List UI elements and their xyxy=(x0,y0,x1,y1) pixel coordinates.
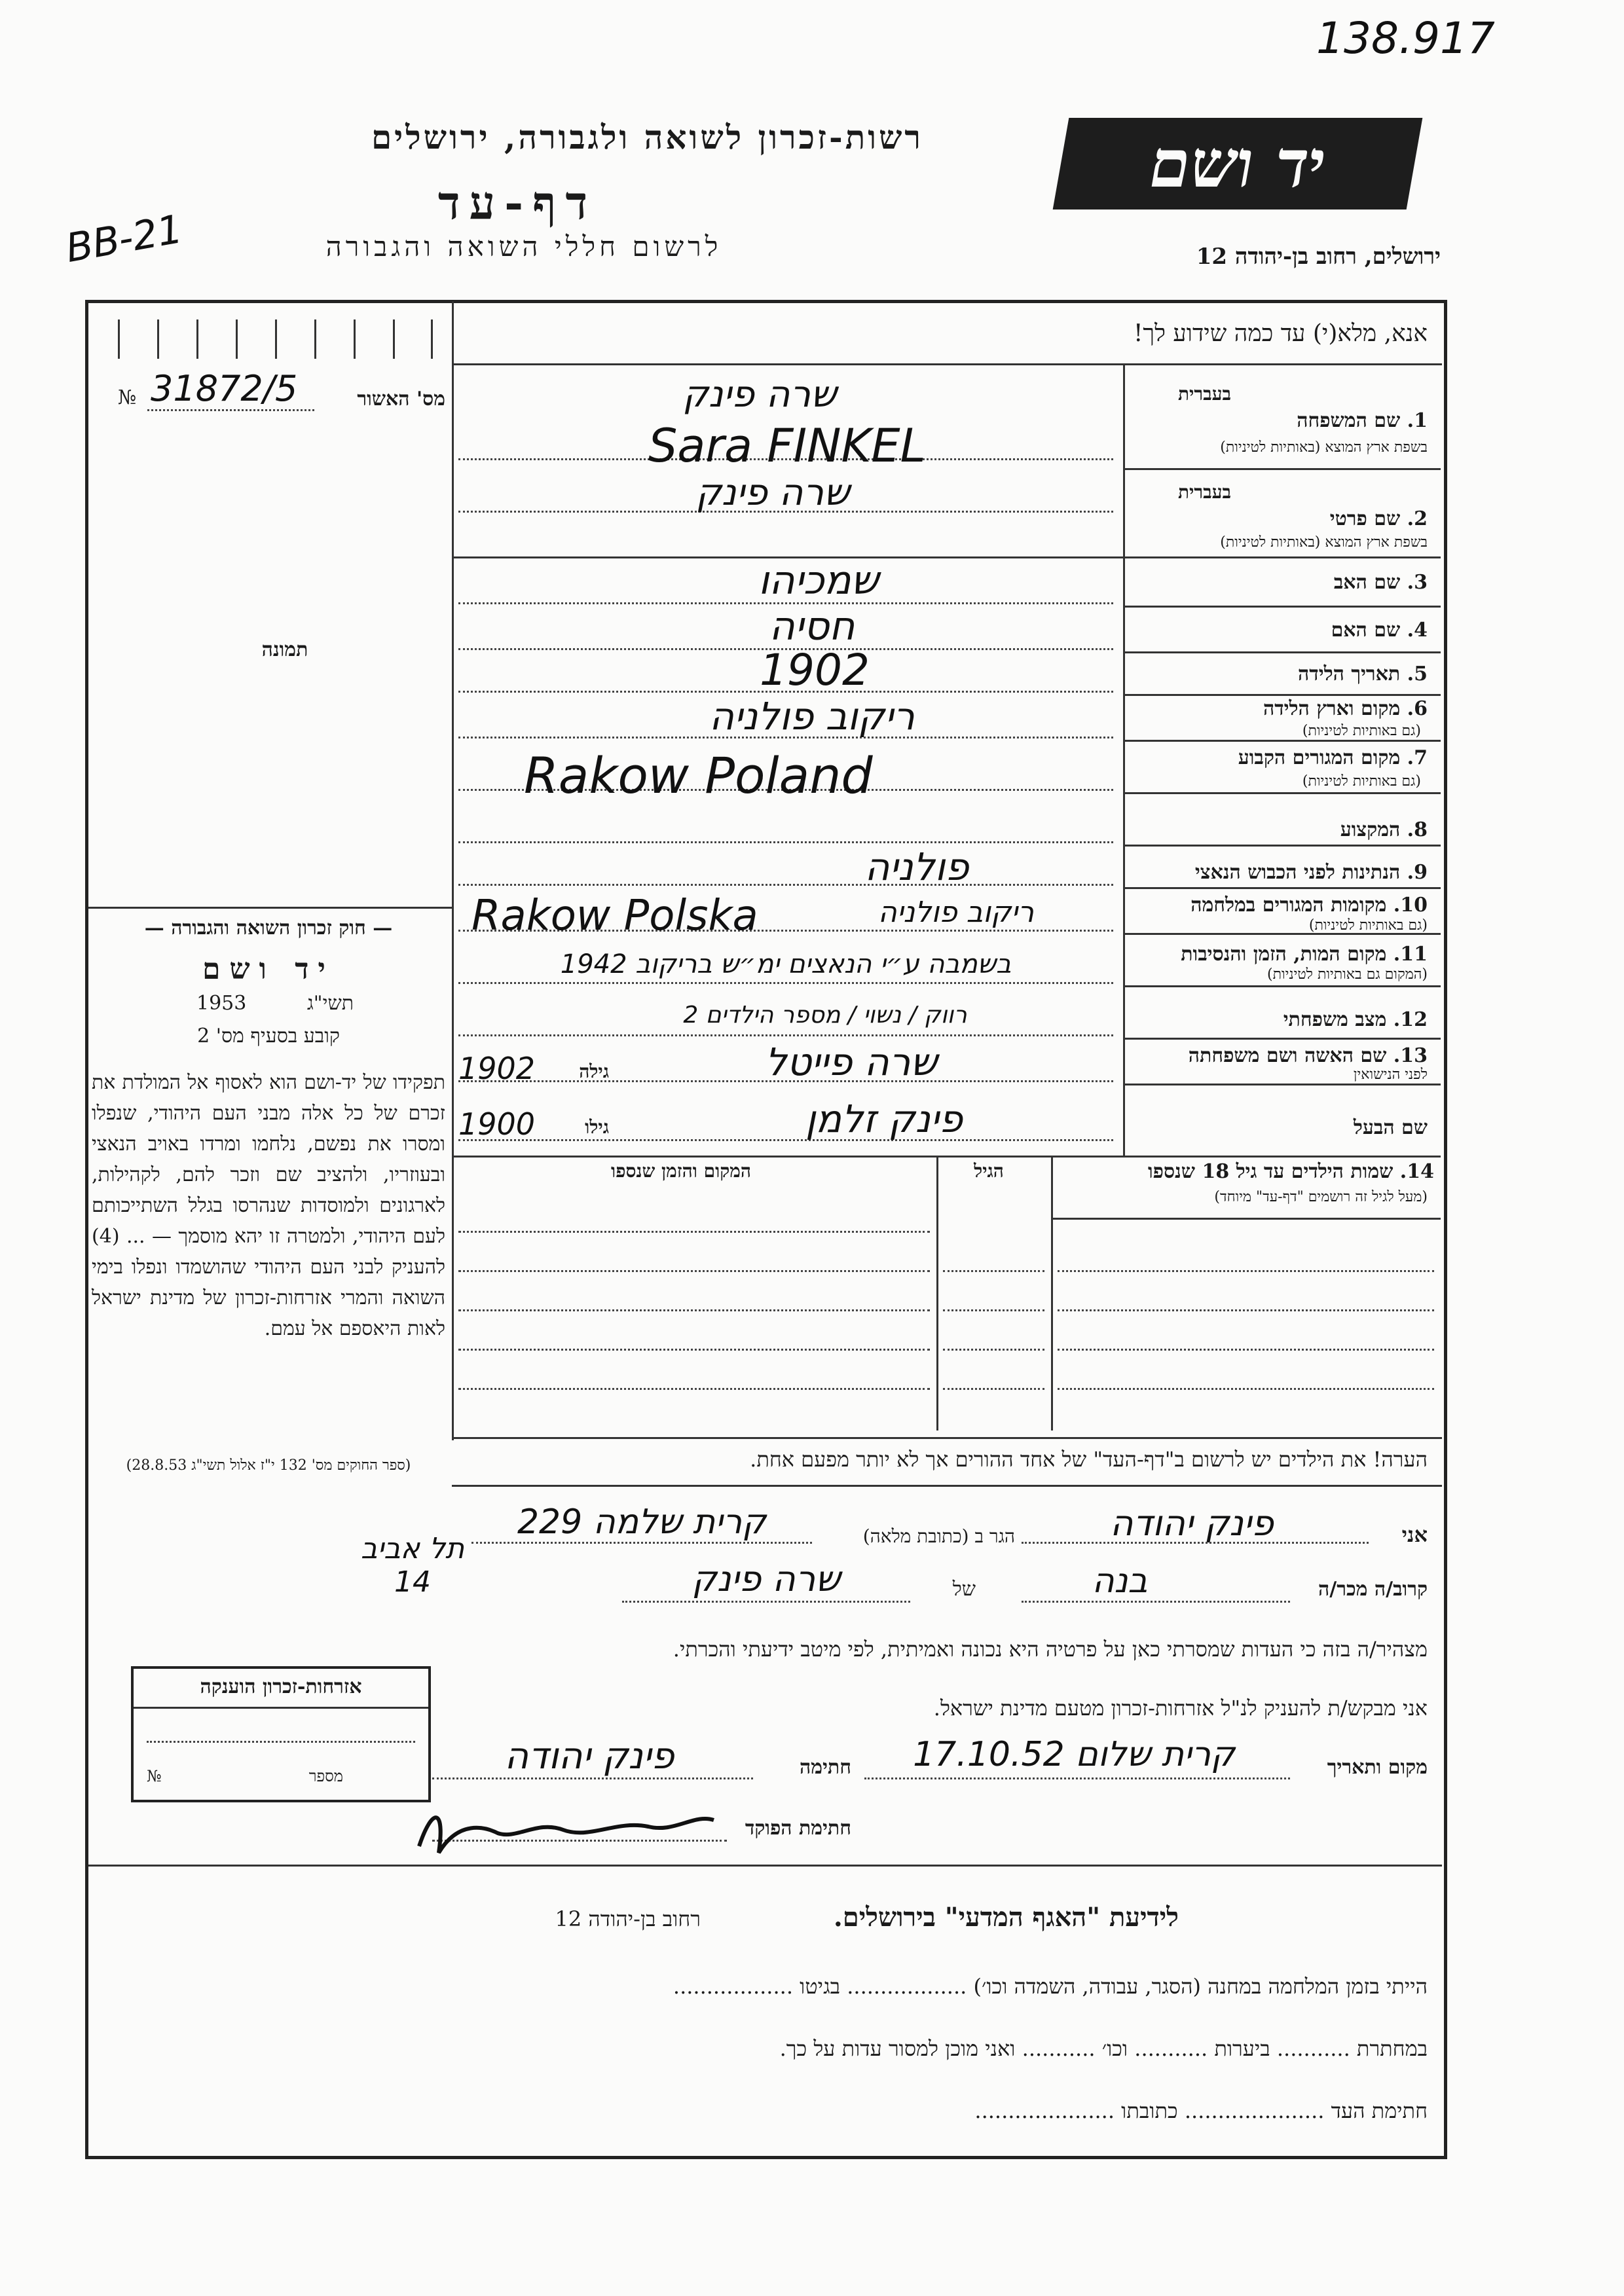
death-label: 11. מקום המות, הזמן והנסיבות xyxy=(1181,943,1428,966)
resident-label: הגר ב (כתובת מלאה) xyxy=(862,1525,1015,1547)
law-year: 1953 xyxy=(196,992,247,1015)
war-residence-label: 10. מקומות המגורים במלחמה xyxy=(1190,894,1428,917)
in-hebrew-label-2: בעברית xyxy=(1177,481,1231,503)
children-place-col: המקום והזמן שנספו xyxy=(611,1160,751,1182)
nationality-label: 9. הנתינות לפני הכבוש הנאצי xyxy=(1194,861,1428,884)
archive-number: 138.917 xyxy=(1316,13,1495,64)
law-name: יד ושם xyxy=(202,953,335,986)
residence-sublabel: (גם באותיות לטיניות) xyxy=(1302,773,1421,790)
bottom-title: לידיעת "האגף המדעי" בירושלים. xyxy=(833,1902,1179,1933)
first-name-sublabel: בשפת ארץ המוצא (באותיות לטיניות) xyxy=(1220,534,1428,551)
husband-age-label: גילו xyxy=(585,1116,609,1138)
law-source: (ספר החוקים מס' 132 י"ז אלול תשי"ג 28.8.53) xyxy=(126,1457,411,1474)
place-date-value[interactable]: קרית שלום 17.10.52 xyxy=(913,1735,1235,1774)
bottom-line-3: חתימת העד ..................... כתובתו ..................... xyxy=(974,2098,1428,2123)
citizenship-title: אזרחות-זכרון הוענקה xyxy=(200,1675,362,1698)
approval-number[interactable]: 31872/5 xyxy=(151,368,298,409)
i-label: אני xyxy=(1401,1522,1428,1547)
war-residence-sublabel: (גם באותיות לטיניות) xyxy=(1308,917,1428,934)
photo-label: תמונה xyxy=(261,638,308,661)
i-value[interactable]: פינק יהודה xyxy=(1110,1503,1274,1544)
place-date-label: מקום ותאריך xyxy=(1327,1756,1428,1779)
death-value[interactable]: בשמבה ע״י הנאצים ימ״ש בריקוב 1942 xyxy=(560,949,1012,979)
residence-label: 7. מקום המגורים הקבוע xyxy=(1238,746,1428,769)
official-label: חתימת הפוקד xyxy=(745,1817,851,1840)
statement: מצהיר/ה בזה כי העדות שמסרתי כאן על פרטיה היא נכונה ואמיתית, לפי מיטב ידיעתי והכרתי. xyxy=(673,1637,1428,1662)
law-year-heb: תשי"ג xyxy=(306,992,354,1015)
residence-value[interactable]: Rakow Poland xyxy=(524,746,873,805)
occupation-label: 8. המקצוע xyxy=(1340,818,1428,841)
first-name-label: 2. שם פרטי xyxy=(1329,507,1428,530)
children-age-col: הגיל xyxy=(974,1160,1004,1182)
family-name-latin[interactable]: Sara FINKEL xyxy=(648,419,926,473)
wife-name-sublabel: לפני הנישואין xyxy=(1353,1066,1428,1083)
approval-label: מס' האשור xyxy=(357,388,445,410)
husband-label: שם הבעל xyxy=(1353,1116,1428,1139)
request: אני מבקש/ת להעניק לנ"ל אזרחות-זכרון מטעם מדינת ישראל. xyxy=(933,1696,1428,1721)
signature-label: חתימה xyxy=(800,1756,851,1779)
wife-name-label: 13. שם האשה ושם משפחתה xyxy=(1188,1044,1428,1067)
children-label: 14. שמות הילדים עד גיל 18 שנספו xyxy=(1147,1160,1434,1183)
folder-code: BB-21 xyxy=(62,206,186,272)
citizenship-box xyxy=(131,1666,431,1802)
yad-vashem-logo: יד ושם xyxy=(1053,118,1423,210)
birth-date-label: 5. תאריך הלידה xyxy=(1298,663,1428,685)
birth-date-value[interactable]: 1902 xyxy=(760,645,870,695)
husband-age-value[interactable]: 1900 xyxy=(458,1106,536,1142)
official-signature xyxy=(406,1794,720,1866)
form-title: דף-עד xyxy=(437,175,597,230)
marital-status-label: 12. מצב משפחתי xyxy=(1283,1008,1428,1031)
bottom-address: רחוב בן-יהודה 12 xyxy=(555,1906,701,1931)
mother-name-value[interactable]: חסיה xyxy=(769,604,855,649)
header-address: ירושלים, רחוב בן-יהודה 12 xyxy=(1196,244,1441,270)
number-sign: № xyxy=(118,386,137,409)
of-value[interactable]: שרה פינק xyxy=(692,1558,841,1599)
bottom-line-1: הייתי בזמן המלחמה במחנה (הסגר, עבודה, השמדה וכו׳) .................. בגיטו .................. xyxy=(673,1974,1428,1999)
husband-value[interactable]: פינק זלמן xyxy=(805,1097,963,1141)
family-name-hebrew[interactable]: שרה פינק xyxy=(682,373,837,416)
citizenship-number-sign: № xyxy=(147,1767,162,1785)
approval-boxes xyxy=(118,319,432,359)
birth-place-label: 6. מקום וארץ הלידה xyxy=(1263,697,1428,720)
instruction: אנא, מלא(י) עד כמה שידוע לך! xyxy=(1133,320,1428,347)
law-text: תפקידו של יד-ושם הוא לאסוף אל המולדת את זכרם של כל אלה מבני העם היהודי, שנפלו ומסרו את נפשם, נלחמו ומרדו באויב הנאצי ובעוזריו, ולהציב שם וזכר להם, לקהילות, לארגונים ולמוסדות שנהרסו בגלל השתייכותם לעם היהודי, ולמטרה זו יהא מוסמך — ... (4) להעניק לבני העם היהודי שהושמדו ונפלו בימי השואה והמרי אזרחות-זכרון של מדינת ישראל לאות היאספם אל עמם. xyxy=(92,1071,445,1340)
father-name-label: 3. שם האב xyxy=(1333,571,1428,594)
children-note: הערה! את הילדים יש לרשום ב"דף-העד" של אחד ההורים אך לא יותר מפעם אחת. xyxy=(750,1447,1428,1472)
war-residence-latin[interactable]: Rakow Polska xyxy=(471,892,758,940)
wife-age-label: גילה xyxy=(579,1061,609,1082)
marital-status-value[interactable]: רווק / נשוי / מספר הילדים 2 xyxy=(683,1002,967,1029)
relative-value[interactable]: בנה xyxy=(1092,1561,1148,1601)
war-residence-hebrew[interactable]: ריקוב פולניה xyxy=(878,896,1034,929)
authority-name: רשות-זכרון לשואה ולגבורה, ירושלים xyxy=(371,118,923,156)
law-clause: קובע בסעיף מס' 2 xyxy=(197,1025,340,1048)
address-value[interactable]: קרית שלמה 229 xyxy=(517,1503,767,1542)
family-name-sublabel: בשפת ארץ המוצא (באותיות לטיניות) xyxy=(1220,439,1428,456)
children-sublabel: (מעל לגיל זה רושמים "דף-עד" מיוחד) xyxy=(1214,1189,1428,1205)
nationality-value[interactable]: פולניה xyxy=(864,845,969,889)
death-sublabel: (המקום גם באותיות לטיניות) xyxy=(1267,966,1428,983)
birth-place-sublabel: (גם באותיות לטיניות) xyxy=(1302,723,1421,739)
wife-name-value[interactable]: שרה פייטל xyxy=(765,1040,938,1084)
wife-age-value[interactable]: 1902 xyxy=(458,1051,536,1086)
in-hebrew-label-1: בעברית xyxy=(1177,383,1231,405)
relative-label: קרוב/ה מכר/ה xyxy=(1318,1578,1428,1601)
citizenship-number-label: מספר xyxy=(308,1767,343,1785)
mother-name-label: 4. שם האם xyxy=(1331,619,1428,642)
family-name-label: 1. שם המשפחה xyxy=(1297,409,1428,432)
first-name-hebrew[interactable]: שרה פינק xyxy=(695,471,850,514)
law-title: — חוק זכרון השואה והגבורה — xyxy=(144,917,393,939)
form-subtitle: לרשום חללי השואה והגבורה xyxy=(325,230,722,263)
of-label: של xyxy=(952,1578,976,1601)
birth-place-value[interactable]: ריקוב פולניה xyxy=(709,694,915,738)
address-extra[interactable]: תל אביב 14 xyxy=(360,1532,465,1599)
signature-value[interactable]: פינק יהודה xyxy=(504,1735,674,1777)
father-name-value[interactable]: שמכיהו xyxy=(758,558,879,604)
bottom-line-2: במחתרת ........... ביערות ........... וכו׳ ........... ואני מוכן למסור עדות על כך. xyxy=(779,2036,1428,2061)
